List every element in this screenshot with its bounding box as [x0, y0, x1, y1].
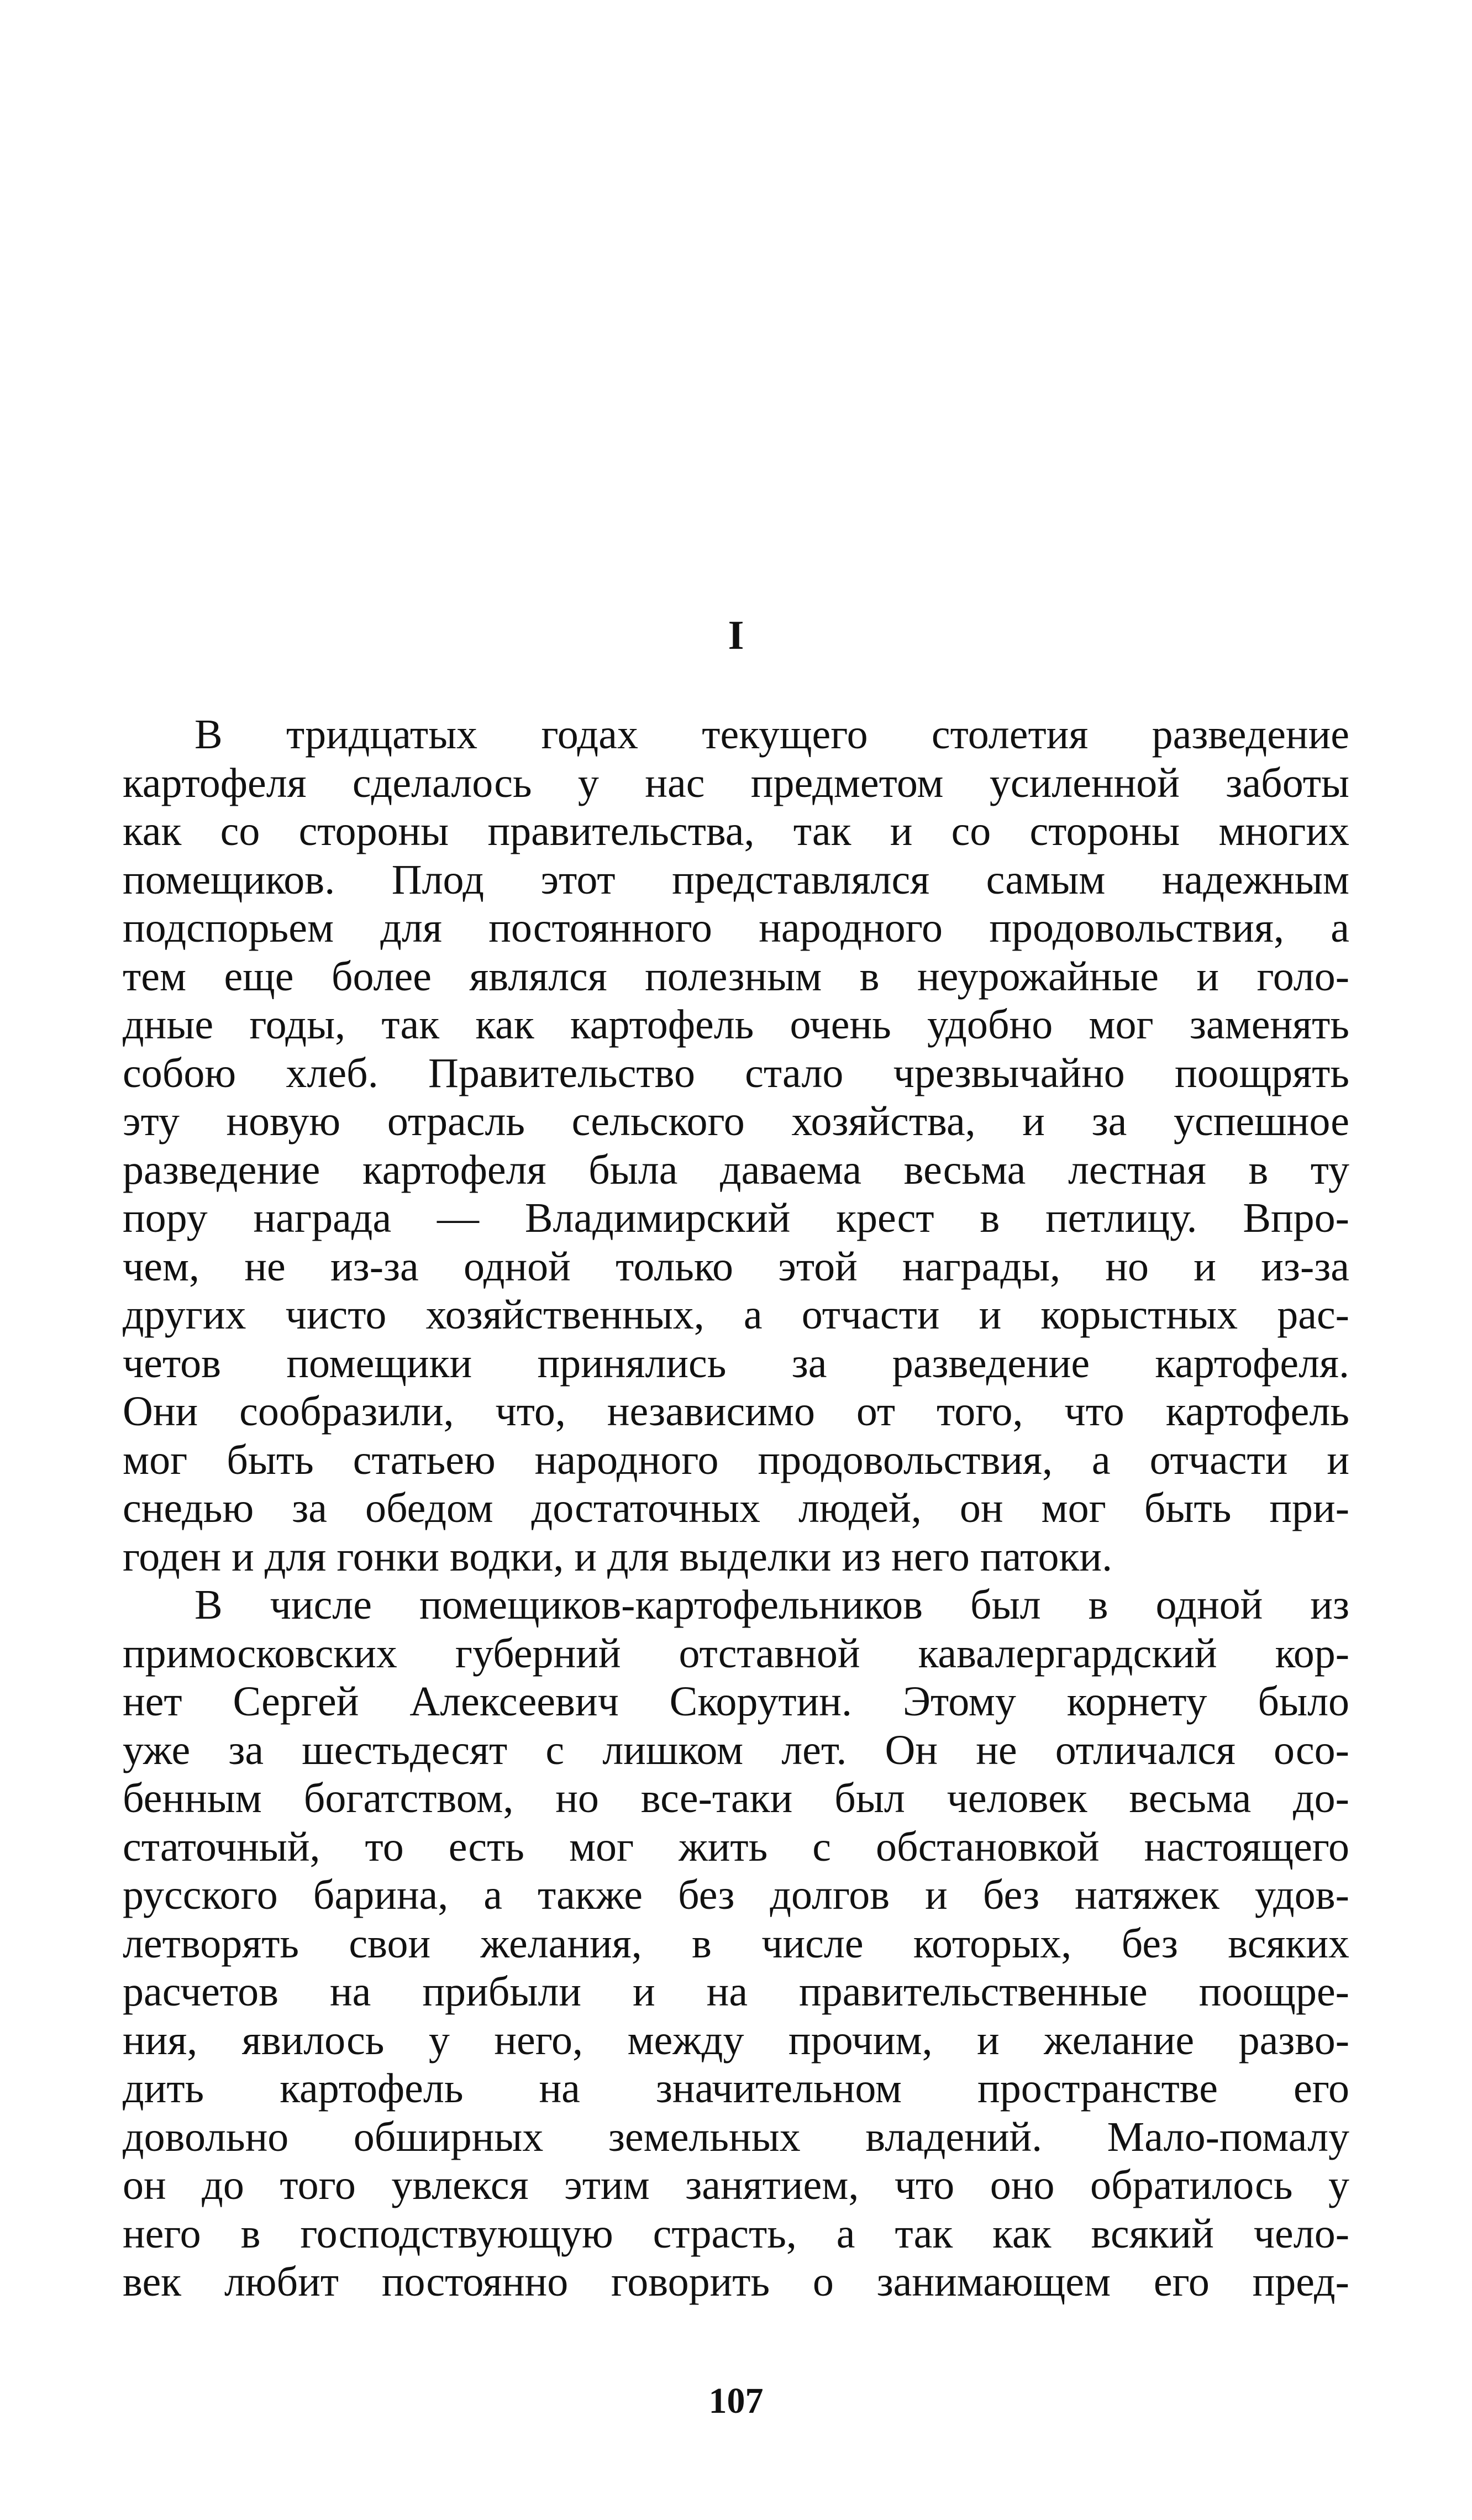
- text-line: него в господствующую страсть, а так как всякий чело-: [123, 2210, 1349, 2257]
- text-line: мог быть статьею народного продовольствия, а отчасти и: [123, 1436, 1349, 1483]
- text-line: Они сообразили, что, независимо от того, что картофель: [123, 1388, 1349, 1435]
- text-line: В тридцатых годах текущего столетия разведение: [194, 711, 1349, 758]
- body-text: [123, 711, 1349, 2307]
- text-line: годен и для гонки водки, и для выделки из него патоки.: [123, 1533, 1113, 1580]
- text-line: чем, не из-за одной только этой награды, но и из-за: [123, 1243, 1349, 1290]
- text-line: русского барина, а также без долгов и без натяжек удов-: [123, 1872, 1349, 1918]
- text-line: дные годы, так как картофель очень удобно мог заменять: [123, 1001, 1349, 1048]
- text-line: ния, явилось у него, между прочим, и желание разво-: [123, 2017, 1349, 2064]
- paragraph-2: [123, 1581, 1349, 2307]
- text-line: тем еще более являлся полезным в неурожайные и голо-: [123, 953, 1349, 1000]
- text-line: других чисто хозяйственных, а отчасти и корыстных рас-: [123, 1292, 1349, 1338]
- text-line: как со стороны правительства, так и со стороны многих: [123, 808, 1349, 854]
- text-line: довольно обширных земельных владений. Мало-помалу: [123, 2113, 1349, 2160]
- text-line: снедью за обедом достаточных людей, он мог быть при-: [123, 1485, 1349, 1531]
- text-line: В числе помещиков-картофельников был в одной из: [194, 1582, 1349, 1628]
- text-line: собою хлеб. Правительство стало чрезвычайно поощрять: [123, 1049, 1349, 1096]
- text-line: картофеля сделалось у нас предметом усиленной заботы: [123, 759, 1349, 806]
- text-line: расчетов на прибыли и на правительственные поощре-: [123, 1968, 1349, 2015]
- text-line: подспорьем для постоянного народного продовольствия, а: [123, 905, 1349, 951]
- chapter-number: I: [728, 613, 744, 658]
- text-line: он до того увлекся этим занятием, что оно обратилось у: [123, 2162, 1349, 2208]
- paragraph-1: [123, 711, 1349, 1581]
- text-line: эту новую отрасль сельского хозяйства, и за успешное: [123, 1098, 1349, 1144]
- text-line: помещиков. Плод этот представлялся самым надежным: [123, 856, 1349, 903]
- text-line: летворять свои желания, в числе которых, без всяких: [123, 1920, 1349, 1967]
- text-line: нет Сергей Алексеевич Скорутин. Этому корнету было: [123, 1678, 1349, 1725]
- text-line: век любит постоянно говорить о занимающем его пред-: [123, 2259, 1349, 2305]
- text-line: четов помещики принялись за разведение картофеля.: [123, 1340, 1349, 1387]
- page-number: 107: [708, 2381, 764, 2421]
- text-line: бенным богатством, но все-таки был человек весьма до-: [123, 1775, 1349, 1821]
- text-line: примосковских губерний отставной кавалергардский кор-: [123, 1630, 1349, 1677]
- text-line: пору награда — Владимирский крест в петлицу. Впро-: [123, 1195, 1349, 1241]
- text-line: дить картофель на значительном пространстве его: [123, 2065, 1349, 2112]
- text-line: статочный, то есть мог жить с обстановкой настоящего: [123, 1823, 1349, 1870]
- text-line: уже за шестьдесят с лишком лет. Он не отличался осо-: [123, 1726, 1349, 1773]
- text-line: разведение картофеля была даваема весьма лестная в ту: [123, 1146, 1349, 1193]
